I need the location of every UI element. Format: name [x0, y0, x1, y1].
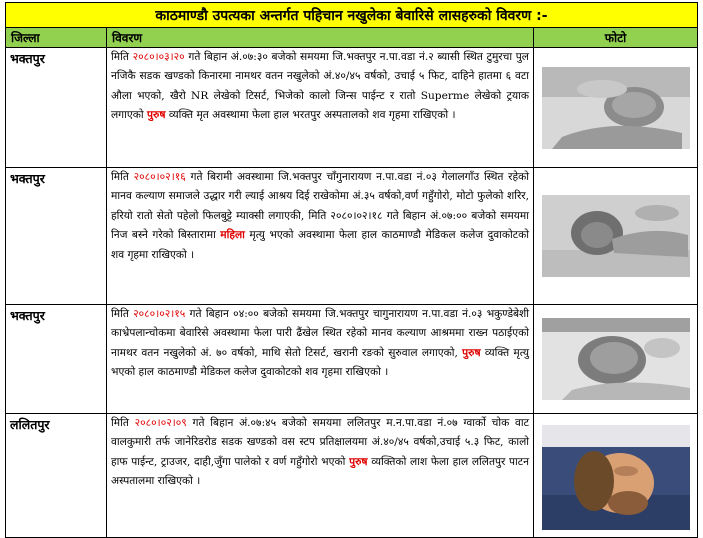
details-text: मृत्यु भएको अवस्थामा फेला हाल काठमाण्डौ मेडिकल कलेज दुवाकोटको शव गृहमा राखिएको ।: [111, 229, 529, 261]
details-text: गते बिहान ०४:०० बजेको समयमा जि.भक्तपुर चागुनारायण न.पा.वडा नं.०३ भकुण्डेबेशी काभ्रेपलान्चोकमा बेवारिसे अवस्थामा फेला पारी ढैंखेल स्थित रहेको मानव कल्याण आश्रममा राख्न पठाईएको नामथर वतन नखुलेको अं. ७० वर्षको, माथि सेतो टिसर्ट, खरानी रङको सुरुवाल लगाएको,: [111, 308, 529, 359]
details-text: गते बिरामी अवस्थामा जि.भक्तपुर चाँगुनारायण न.पा.वडा नं.०३ गेलालगाँउ स्थित रहेको मानव कल्याण समाजले उद्धार गरी ल्याई आश्रय दिई राखेकोमा अं.३५ वर्षको,वर्ण गहुँगोरो, मोटो फुलेको शरिर, हरियो रातो सेतो पहेलो फिलबुट्टे म्याक्सी लगाएकी, मिति २०८०।०२।१८ गते बिहान अं.०७:०० बजेको समयमा निज बस्ने गरेको बिस्तारामा: [111, 171, 529, 242]
district-cell: भक्तपुर: [6, 168, 107, 304]
gender-text: पुरुष: [349, 455, 368, 468]
district-cell: ललितपुर: [6, 414, 107, 538]
details-text: मिति: [111, 171, 134, 183]
details-text: व्यक्तिको लाश फेला हाल ललितपुर पाटन अस्पतालमा राखिएको ।: [111, 455, 529, 488]
details-text: मिति: [111, 417, 135, 429]
date-text: २०८०।०२।१६: [133, 171, 186, 183]
district-cell: भक्तपुर: [6, 48, 107, 167]
deceased-photo: [542, 195, 690, 277]
report-title: काठमाण्डौ उपत्यका अन्तर्गत पहिचान नखुलेका बेवारिसे लासहरुको विवरण :-: [6, 3, 697, 28]
date-text: २०८०।०२।०९: [134, 417, 187, 429]
photo-cell: [534, 414, 697, 538]
details-cell: [107, 48, 534, 167]
report-table: [5, 2, 698, 538]
header-district: जिल्ला: [6, 28, 107, 47]
details-text: व्यक्ति मृत्यु भएको हाल काठमाण्डौ मेडिकल कलेज दुवाकोटको शव गृहमा राखिएको ।: [111, 346, 529, 379]
header-details: विवरण: [107, 28, 534, 47]
details-text: व्यक्ति मृत अवस्थामा फेला हाल भरतपुर अस्पतालको शव गृहमा राखिएको ।: [165, 109, 456, 122]
table-header: [6, 28, 697, 48]
date-text: २०८०।०३।२०: [132, 51, 185, 63]
header-photo: फोटो: [604, 31, 627, 45]
details-text: मिति: [111, 308, 134, 320]
details-text: गते बिहान अं.०७:३० बजेको समयमा जि.भक्तपुर न.पा.वडा नं.२ ब्यासी स्थित टुमुरचा पुल नजिकै सडक खण्डको किनारमा नामथर वतन नखुलेको अं.४०/४५ वर्षको, उचाई ५ फिट, दाहिने हातमा ६ वटा औला भएको, खैरो NR लेखेको टिसर्ट, भिजेको कालो जिन्स पाईन्ट र रातो Superme लेखेको ट्रयाक लगाएको: [111, 51, 529, 122]
gender-text: पुरुष: [462, 346, 481, 359]
table-row: [6, 305, 697, 414]
date-text: २०८०।०२।१५: [133, 308, 186, 320]
details-text: गते बिहान अं.०७:४५ बजेको समयमा ललितपुर म.न.पा.वडा नं.०७ ग्वार्को चोक वाट वालकुमारी तर्फ जानेरिडरोड सडक खण्डको वस स्टप प्रतिक्षालयमा अं.४०/४५ वर्षको,उचाई ५.३ फिट, कालो हाफ पाईन्ट, ट्राउजर, दाही,जुँगा पालेको र वर्ण गहुँगोरो भएको: [111, 417, 530, 468]
photo-cell: [534, 48, 697, 167]
district-cell: भक्तपुर: [6, 305, 107, 413]
photo-cell: [534, 168, 697, 304]
deceased-photo: [542, 425, 690, 530]
details-cell: [107, 168, 534, 304]
details-text: मिति: [111, 51, 133, 63]
table-row: [6, 414, 697, 538]
deceased-photo: [542, 318, 690, 400]
details-cell: [107, 305, 534, 413]
deceased-photo: [542, 67, 690, 149]
photo-cell: [534, 305, 697, 413]
details-cell: [107, 414, 534, 538]
gender-text: पुरुष: [147, 109, 166, 122]
gender-text: महिला: [220, 229, 245, 242]
table-row: [6, 168, 697, 305]
table-row: [6, 48, 697, 168]
